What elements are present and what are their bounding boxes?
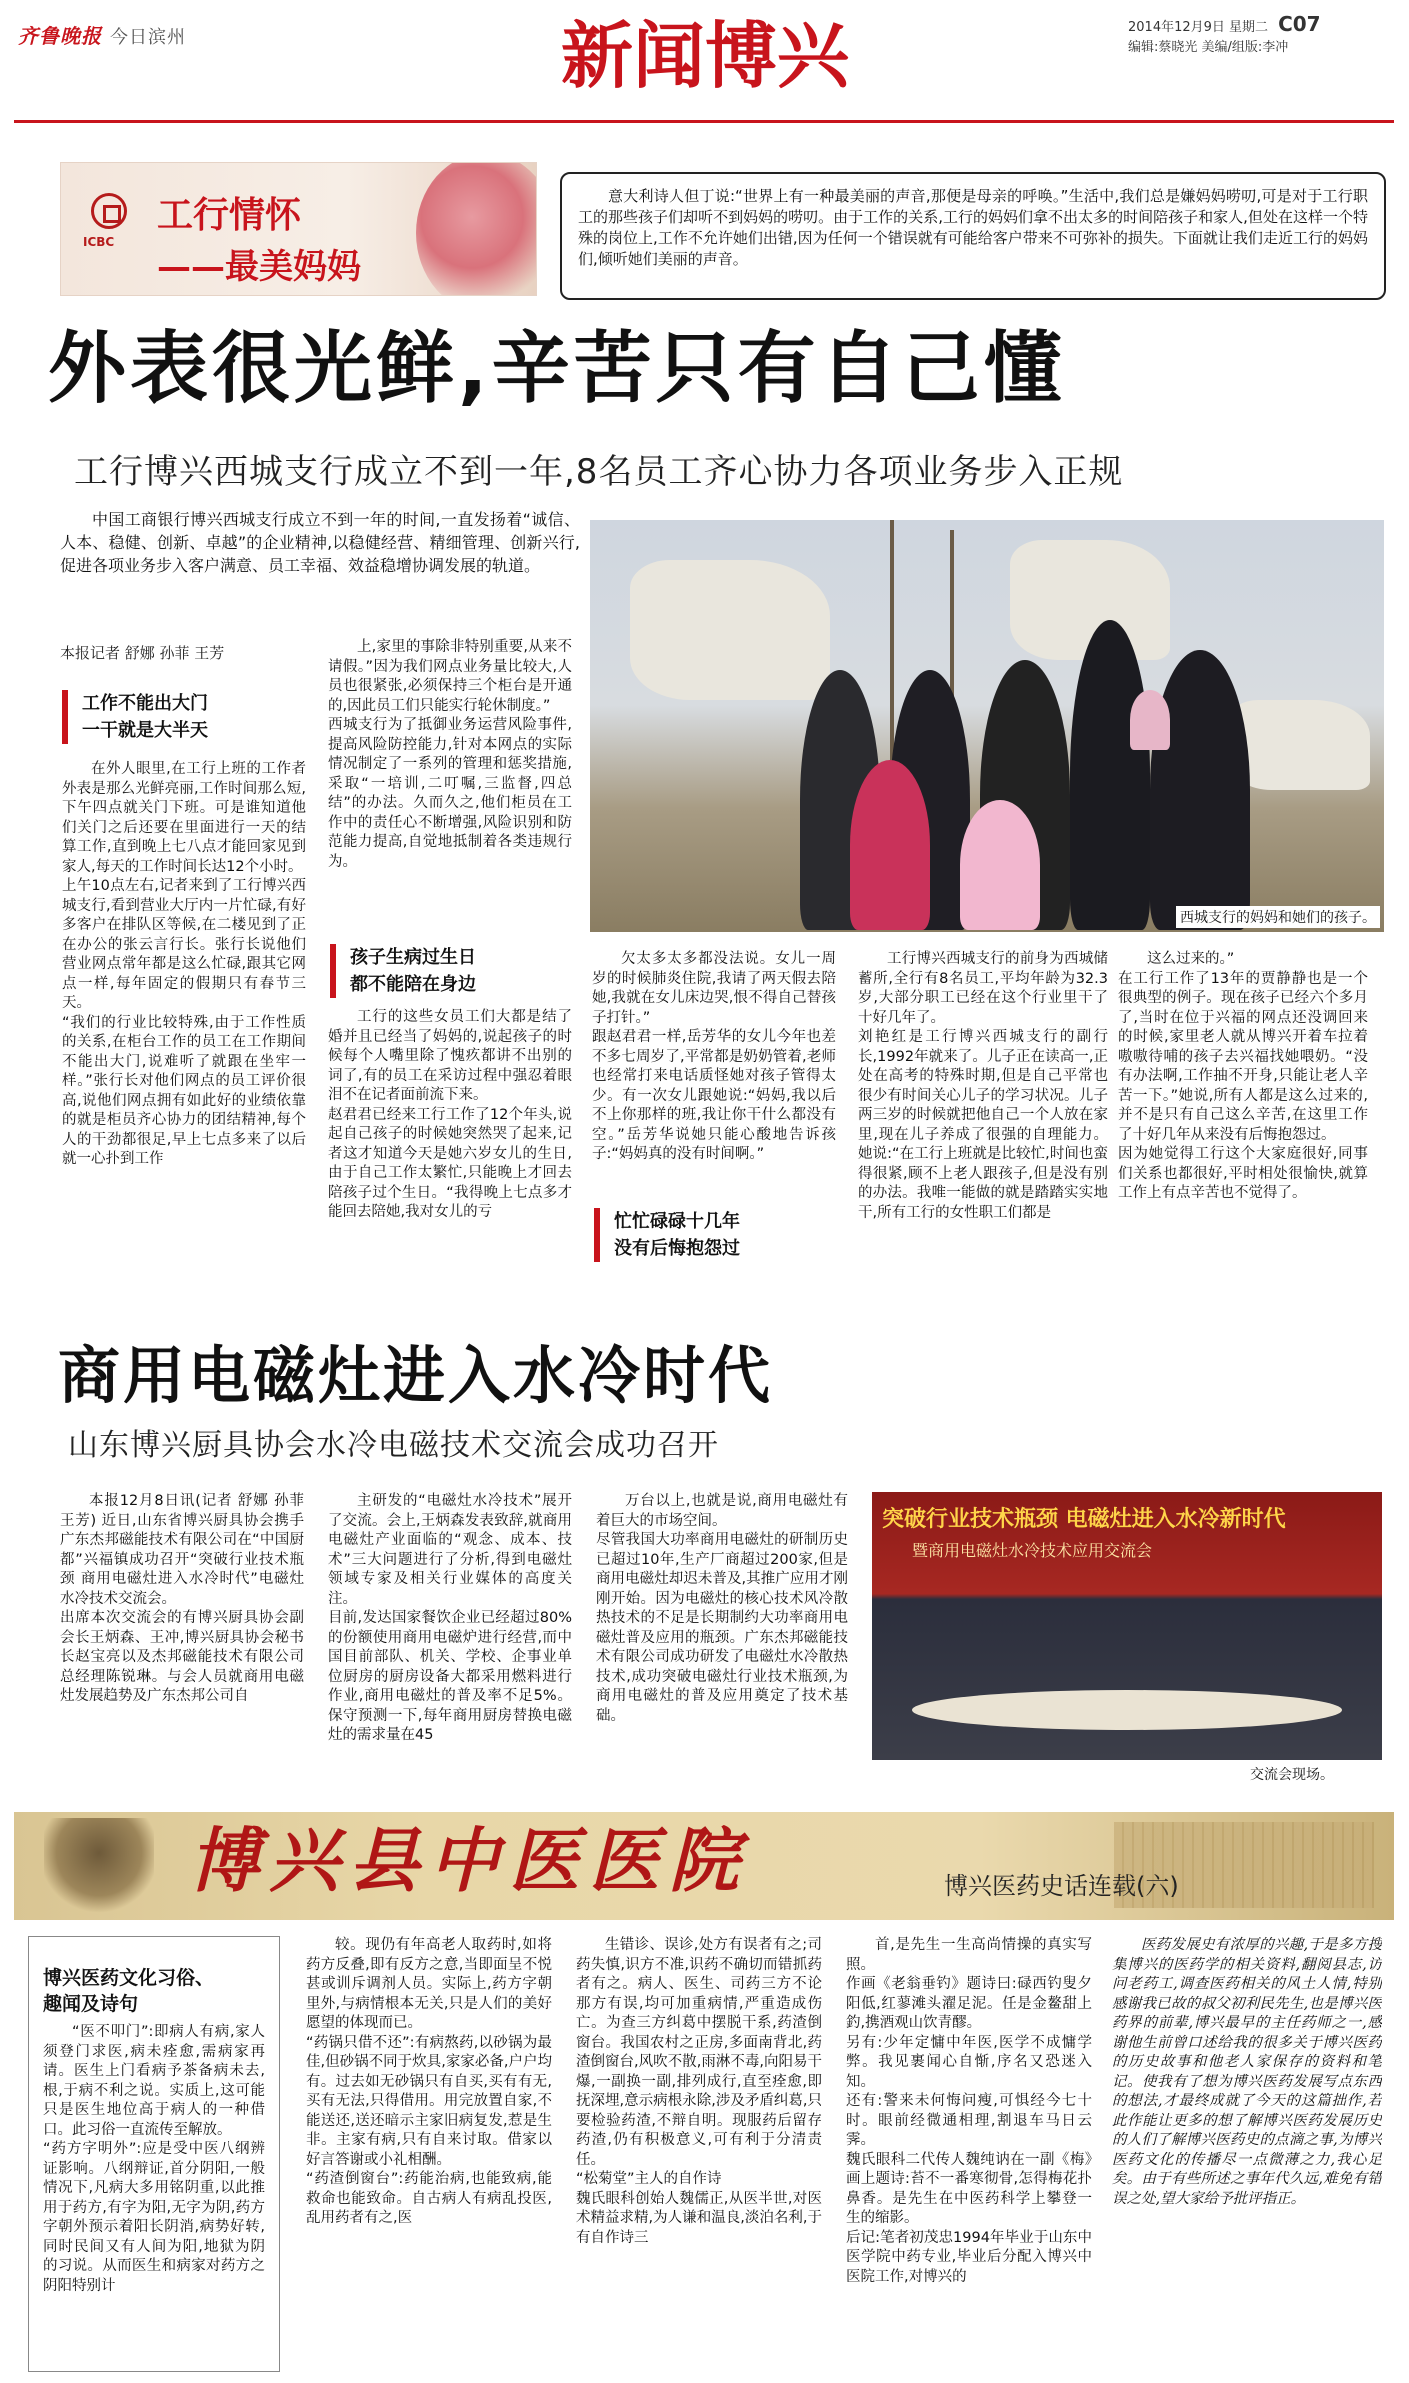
flower-image	[416, 162, 537, 296]
photo-caption: 交流会现场。	[1250, 1767, 1334, 1783]
ancient-doctor-figure	[44, 1818, 154, 1918]
article2-column-1: 本报12月8日讯(记者 舒娜 孙菲 王芳) 近日,山东省博兴厨具协会携手广东杰邦磁能技术有限公司在“中国厨都”兴福镇成功召开“突破行业技术瓶颈 商用电磁灶进入水冷时代”电磁灶水冷技术交流会。 出席本次交流会的有博兴厨具协会副会长王炳森、王冲,博兴厨具协会秘书长赵宝亮以及杰邦磁能技术有限公司总经理陈锐琳。与会人员就商用电磁灶发展趋势及广东杰邦公司自	[60, 1493, 304, 1704]
banner-line-2: ——最美妈妈	[157, 247, 361, 287]
hospital-name: 博兴县中医医院	[189, 1819, 749, 1902]
section-heading-line: 孩子生病过生日	[350, 947, 476, 968]
section-heading-line: 没有后悔抱怨过	[614, 1238, 740, 1259]
section-heading-line: 忙忙碌碌十几年	[614, 1211, 740, 1232]
hospital-ad-banner	[14, 1812, 1394, 1920]
section-heading-line: 都不能陪在身边	[350, 974, 476, 995]
intro-box: 意大利诗人但丁说:“世界上有一种最美丽的声音,那便是母亲的呼唤。”生活中,我们总是嫌妈妈唠叨,可是对于工行职工的那些孩子们却听不到妈妈的唠叨。由于工作的关系,工行的妈妈们拿不出太多的时间陪孩子和家人,但处在这样一个特殊的岗位上,工作不允许她们出错,因为任何一个错误就有可能给客户带来不可弥补的损失。下面就让我们走近工行的妈妈们,倾听她们美丽的声音。	[560, 172, 1386, 300]
mothers-children-photo	[590, 520, 1384, 932]
section-name: 今日滨州	[110, 27, 186, 48]
conference-photo	[872, 1492, 1382, 1760]
section-heading-line: 工作不能出大门	[82, 693, 208, 714]
sidebar-box	[28, 1936, 280, 2372]
article3-column-1: 较。现仍有年高老人取药时,如将药方反叠,即有反方之意,当即面呈不悦甚或训斥调剂人员。实际上,药方字朝里外,与病情根本无关,只是人们的美好愿望的体现而已。 “药锅只借不还”:有病熬药,以砂锅为最佳,但砂锅不同于炊具,家家必备,户户均有。过去如无砂锅只有自买,买有有无,买有无法,只得借用。用完放置自家,不能送还,送还暗示主家旧病复发,惹是生非。主家有病,只有自来讨取。借家以好言答谢或小礼相酬。 “药渣倒窗台”:药能治病,也能致病,能救命也能致命。自古病人有病乱投医,乱用药者有之,医	[306, 1937, 552, 2226]
section-heading	[62, 690, 208, 744]
article3-column-4: 医药发展史有浓厚的兴趣,于是多方搜集博兴的医药学的相关资料,翻阅县志,访问老药工,调查医药相关的风土人情,特别感谢我已故的叔父初利民先生,也是博兴医药界的前辈,博兴最早的主任药师之一,感谢他生前曾口述给我的很多关于博兴医药的历史故事和他老人家保存的资料和笔记。使我有了想为博兴医药发展写点东西的想法,才最终成就了今天的这篇拙作,若此作能让更多的想了解博兴医药发展历史的人们了解博兴医药史的点滴之事,为博兴医药文化的传播尽一点微薄之力,我心足矣。由于有些所述之事年代久远,难免有错误之处,望大家给予批评指正。	[1112, 1937, 1382, 2207]
rock-sculpture	[1230, 700, 1370, 790]
photo-caption: 西城支行的妈妈和她们的孩子。	[1176, 906, 1380, 928]
article1-subhead: 工行博兴西城支行成立不到一年,8名员工齐心协力各项业务步入正规	[74, 452, 1124, 492]
article1-column-2b: 工行的这些女员工们大都是结了婚并且已经当了妈妈的,说起孩子的时候每个人嘴里除了愧疚都讲不出别的词了,有的员工在采访过程中强忍着眼泪不在记者面前流下来。 赵君君已经来工行工作了12个年头,说起自己孩子的时候她突然哭了起来,记者这才知道今天是她六岁女儿的生日,由于自己工作太繁忙,只能晚上才回去陪孩子过个生日。“我得晚上七点多才能回去陪她,我对女儿的亏	[328, 1009, 572, 1220]
page-number: C07	[1278, 12, 1321, 36]
person	[1130, 690, 1170, 750]
person	[1150, 650, 1250, 930]
icbc-logo-icon	[91, 193, 127, 229]
article1-column-4: 工行博兴西城支行的前身为西城储蓄所,全行有8名员工,平均年龄为32.3岁,大部分职工已经在这个行业里干了十好几年了。 刘艳红是工行博兴西城支行的副行长,1992年就来了。儿子正在读高一,正处在高考的特殊时期,但是自己平常也很少有时间关心儿子的学习状况。儿子两三岁的时候就把他自己一个人放在家里,现在儿子养成了很强的自理能力。她说:“在工行上班就是比较忙,时间也蛮得很紧,顾不上老人跟孩子,但是没有别的办法。我唯一能做的就是踏踏实实地干,所有工行的女性职工们都是	[858, 951, 1108, 1221]
person	[1070, 620, 1150, 930]
rock-sculpture	[630, 560, 830, 700]
box-title-line: 趣闻及诗句	[43, 1993, 139, 2015]
header-rule	[14, 120, 1394, 123]
issue-date: 2014年12月9日	[1128, 20, 1225, 35]
section-heading	[594, 1208, 740, 1262]
article3-column-2: 生错诊、误诊,处方有误者有之;司药失慎,识方不准,识药不确切而错抓药者有之。病人、医生、司药三方不论那方有误,均可加重病情,严重造成伤亡。为查三方纠葛中摆脱干系,药渣倒窗台。我国农村之正房,多面南背北,药渣倒窗台,风吹不散,雨淋不毒,向阳易干爆,一副换一副,排列成行,直至痊愈,即抚深埋,意示病根永除,涉及矛盾纠葛,只要检验药渣,不辩自明。现服药后留存药渣,仍有积极意义,可有利于分清责任。 “松菊堂”主人的自作诗 魏氏眼科创始人魏儒正,从医半世,对医术精益求精,为人谦和温良,淡泊名利,于有自作诗三	[576, 1937, 822, 2246]
article2-headline: 商用电磁灶进入水冷时代	[58, 1339, 774, 1412]
article1-lead: 中国工商银行博兴西城支行成立不到一年的时间,一直发扬着“诚信、人本、稳健、创新、卓越”的企业精神,以稳健经营、精细管理、创新兴行,促进各项业务步入客户满意、员工幸福、效益稳增协调发展的轨道。	[60, 510, 580, 575]
section-heading	[330, 944, 476, 998]
section-heading-line: 一干就是大半天	[82, 720, 208, 741]
banner-line-1: 工行情怀	[157, 194, 302, 236]
conference-table	[912, 1690, 1342, 1730]
article1-headline: 外表很光鲜,辛苦只有自己懂	[48, 324, 1066, 414]
article1-column-3a: 欠太多太多都没法说。女儿一周岁的时候肺炎住院,我请了两天假去陪她,我就在女儿床边哭,恨不得自己替孩子打针。” 跟赵君君一样,岳芳华的女儿今年也差不多七周岁了,平常都是奶奶管着,老师也经常打来电话质怪她对孩子管得太少。有一次女儿跟她说:“妈妈,我以后不上你那样的班,我让你干什么都没有空。”岳芳华说她只能心酸地告诉孩子:“妈妈真的没有时间啊。”	[592, 951, 836, 1162]
box-text: “医不叩门”:即病人有病,家人须登门求医,病未痊愈,需病家再请。医生上门看病予茶备病未去,根,于病不利之说。实质上,这可能只是医生地位高于病人的一种借口。此习俗一直流传至解放。 “药方字明外”:应是受中医八纲辨证影响。八纲辩证,首分阴阳,一般情况下,凡病大多用铭阴重,以此推用于药方,有字为阳,无字为阴,药方字朝外预示着阳长阴消,病势好转,同时民间又有人间为阳,地狱为阴的习说。从而医生和病家对药方之阴阳特别计	[43, 2024, 265, 2294]
box-title-line: 博兴医药文化习俗、	[43, 1967, 215, 1989]
article3-column-3: 首,是先生一生高尚情操的真实写照。 作画《老翁垂钓》题诗曰:碌西钓叟夕阳低,红蓼滩头濯足泥。任是金鳌甜上釣,携酒观山饮青醪。 另有:少年定慵中年医,医学不成慵学弊。我见裹闻心自惭,序名又恐迷入知。 还有:警来未何悔问瘦,可惧经今七十时。眼前经微通相理,割退车马日云霁。 魏氏眼科二代传人魏纯讷在一副《梅》画上题诗:苔不一番寒彻骨,怎得梅花扑鼻香。是先生在中医药科学上攀登一生的缩影。 后记:笔者初茂忠1994年毕业于山东中医学院中药专业,毕业后分配入博兴中医院工作,对博兴的	[846, 1937, 1092, 2285]
article1-column-2a: 上,家里的事除非特别重要,从来不请假。”因为我们网点业务量比较大,人员也很紧张,必须保持三个柜台是开通的,因此员工们只能实行轮休制度。” 西城支行为了抵御业务运营风险事件,提高风险防控能力,针对本网点的实际情况制定了一系列的管理和惩奖措施,采取“一培训,二叮嘱,三监督,四总结”的办法。久而久之,他们柜员在工作中的责任心不断增强,风险识别和防范能力提高,自觉地抵制着各类违规行为。	[328, 639, 572, 870]
article1-column-1: 在外人眼里,在工行上班的工作者外表是那么光鲜亮丽,工作时间那么短,下午四点就关门下班。可是谁知道他们关门之后还要在里面进行一天的结算工作,直到晚上七八点才能回家见到家人,每天的工作时间长达12个小时。 上午10点左右,记者来到了工行博兴西城支行,看到营业大厅内一片忙碌,有好多客户在排队区等候,在二楼见到了正在办公的张云言行长。张行长说他们营业网点常年都是这么忙碌,跟其它网点一样,每年固定的假期只有春节三天。 “我们的行业比较特殊,由于工作性质的关系,在柜台工作的员工在工作期间不能出大门,说难听了就跟在坐牢一样。”张行长对他们网点的员工评价很高,说他们网点拥有如此好的业绩依靠的就是柜员齐心协力的团结精神,每个人的干劲都很足,早上七点多来了以后就一心扑到工作	[62, 761, 306, 1167]
icbc-banner	[60, 162, 537, 296]
conference-banner-line-2: 暨商用电磁灶水冷技术应用交流会	[912, 1541, 1153, 1560]
page-meta	[1128, 14, 1398, 58]
series-title: 博兴医药史话连载(六)	[944, 1872, 1179, 1900]
paper-name: 齐鲁晚报 今日滨州	[18, 24, 186, 48]
conference-banner-line-1: 突破行业技术瓶颈 电磁灶进入水冷新时代	[882, 1507, 1286, 1532]
article2-subhead: 山东博兴厨具协会水冷电磁技术交流会成功召开	[68, 1428, 719, 1463]
article2-column-2: 主研发的“电磁灶水冷技术”展开了交流。会上,王炳森发表致辞,就商用电磁灶产业面临的“观念、成本、技术”三大问题进行了分析,得到电磁灶领域专家及相关行业媒体的高度关注。 目前,发达国家餐饮企业已经超过80%的份额使用商用电磁炉进行经营,而中国目前部队、机关、学校、企事业单位厨房的厨房设备大都采用燃料进行作业,商用电磁灶的普及率不足5%。保守预测一下,每年商用厨房替换电磁灶的需求量在45	[328, 1493, 572, 1743]
page-title: 新闻博兴	[560, 13, 849, 98]
box-title	[43, 1965, 265, 2017]
bank-name: ICBC	[83, 235, 115, 249]
article1-column-5: 这么过来的。” 在工行工作了13年的贾静静也是一个很典型的例子。现在孩子已经六个多月了,当时在位于兴福的网点还没调回来的时候,家里老人就从博兴开着车拉着嗷嗷待哺的孩子去兴福找她喂奶。“没有办法啊,工作抽不开身,只能让老人辛苦一下。”她说,所有人都是这么过来的,并不是只有自己这么辛苦,在这里工作了十好几年从来没有后悔抱怨过。 因为她觉得工行这个大家庭很好,同事们关系也都很好,平时相处很愉快,就算工作上有点辛苦也不觉得了。	[1118, 951, 1368, 1201]
issue-weekday: 星期二	[1229, 20, 1269, 35]
article2-column-3: 万台以上,也就是说,商用电磁灶有着巨大的市场空间。 尽管我国大功率商用电磁灶的研制历史已超过10年,生产厂商超过200家,但是商用电磁灶却迟未普及,其推广应用才刚刚开始。因为电磁灶的核心技术风冷散热技术的不足是长期制约大功率商用电磁灶普及应用的瓶颈。广东杰邦磁能技术有限公司成功研发了电磁灶水冷散热技术,成功突破电磁灶行业技术瓶颈,为商用电磁灶的普及应用奠定了技术基础。	[596, 1493, 848, 1724]
person	[960, 800, 1040, 930]
editors-line: 编辑:蔡晓光 美编/组版:李冲	[1128, 40, 1289, 55]
article1-byline: 本报记者 舒娜 孙菲 王芳	[60, 644, 225, 662]
person	[850, 760, 930, 930]
